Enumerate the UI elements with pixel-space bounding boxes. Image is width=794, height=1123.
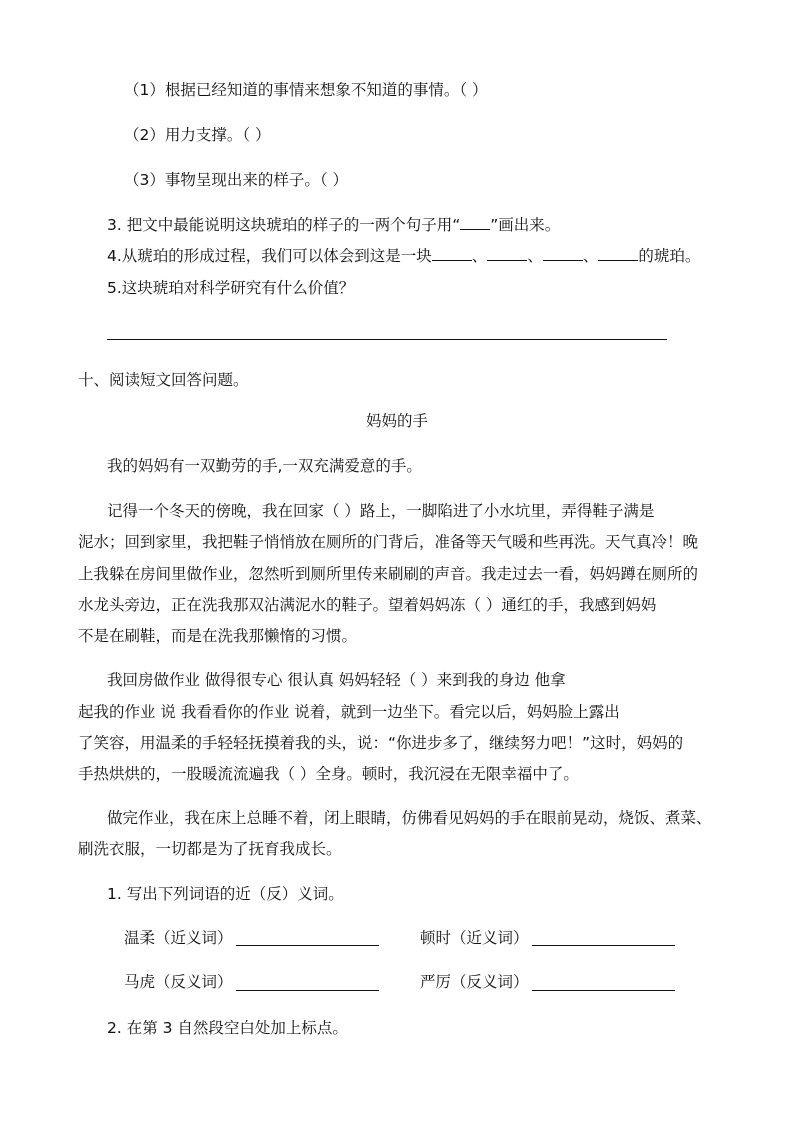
vocab-item-3: （3）事物呈现出来的样子。（ ） [124, 171, 349, 189]
answer-field[interactable] [532, 945, 675, 946]
answer-blank-4[interactable] [598, 246, 638, 261]
question-3 [107, 215, 560, 235]
word-label: 严厉（反义词） [420, 973, 529, 991]
paragraph-3-line: 我回房做作业 做得很专心 很认真 妈妈轻轻（ ）来到我的身边 他拿 [107, 671, 566, 689]
word-label: 顿时（近义词） [420, 929, 529, 947]
word-label: 温柔（近义词） [124, 929, 233, 947]
answer-field[interactable] [532, 990, 675, 991]
answer-line-q5[interactable] [107, 339, 667, 340]
vocab-item-2: （2）用力支撑。（ ） [124, 126, 271, 144]
question-4: 4.从琥珀的形成过程，我们可以体会到这是一块 、 、 、 的琥珀。 [107, 247, 701, 265]
paragraph-4-line: 刷洗衣服，一切都是为了抚育我成长。 [78, 840, 342, 858]
paragraph-3-line: 了笑容，用温柔的手轻轻抚摸着我的头，说：“你进步多了，继续努力吧！”这时，妈妈的 [78, 734, 684, 752]
paragraph-2-line: 不是在刷鞋，而是在洗我那懒惰的习惯。 [78, 627, 358, 645]
word-label: 马虎（反义词） [124, 973, 233, 991]
paragraph-4-line: 做完作业，我在床上总睡不着，闭上眼睛，仿佛看见妈妈的手在眼前晃动，烧饭、煮菜、 [107, 809, 712, 827]
vocab-item-1: （1）根据已经知道的事情来想象不知道的事情。（ ） [124, 81, 488, 99]
paragraph-3-line: 起我的作业 说 我看看你的作业 说着，就到一边坐下。看完以后，妈妈脸上露出 [78, 703, 620, 721]
answer-blank-3[interactable] [543, 246, 583, 261]
answer-blank-1[interactable] [432, 246, 472, 261]
answer-field[interactable] [236, 945, 379, 946]
paragraph-1: 我的妈妈有一双勤劳的手,一双充满爱意的手。 [107, 457, 422, 475]
question-4-prefix: 4.从琥珀的形成过程，我们可以体会到这是一块 [107, 247, 432, 265]
paragraph-2-line: 水龙头旁边，正在洗我那双沾满泥水的鞋子。望着妈妈冻（ ）通红的手，我感到妈妈 [78, 596, 657, 614]
question-1: 1. 写出下列词语的近（反）义词。 [107, 885, 344, 903]
paragraph-2-line: 记得一个冬天的傍晚，我在回家（ ）路上，一脚陷进了小水坑里，弄得鞋子满是 [107, 502, 655, 520]
section-heading: 十、阅读短文回答问题。 [78, 371, 249, 389]
passage-title: 妈妈的手 [365, 412, 428, 430]
answer-field[interactable] [236, 990, 379, 991]
question-3-suffix: ”画出来。 [490, 216, 561, 234]
question-2: 2. 在第 3 自然段空白处加上标点。 [107, 1019, 348, 1037]
underline-sample [460, 215, 490, 230]
paragraph-2-line: 上我躲在房间里做作业，忽然听到厕所里传来刷刷的声音。我走过去一看，妈妈蹲在厕所的 [78, 565, 699, 583]
question-4-suffix: 的琥珀。 [638, 247, 701, 265]
question-5: 5.这块琥珀对科学研究有什么价值？ [107, 279, 355, 297]
paragraph-3-line: 手热烘烘的，一股暖流流遍我（ ）全身。顿时，我沉浸在无限幸福中了。 [78, 765, 579, 783]
question-3-prefix: 3. 把文中最能说明这块琥珀的样子的一两个句子用“ [107, 216, 461, 234]
paragraph-2-line: 泥水；回到家里，我把鞋子悄悄放在厕所的门背后，准备等天气暖和些再洗。天气真冷！晚 [78, 533, 699, 551]
answer-blank-2[interactable] [487, 246, 527, 261]
